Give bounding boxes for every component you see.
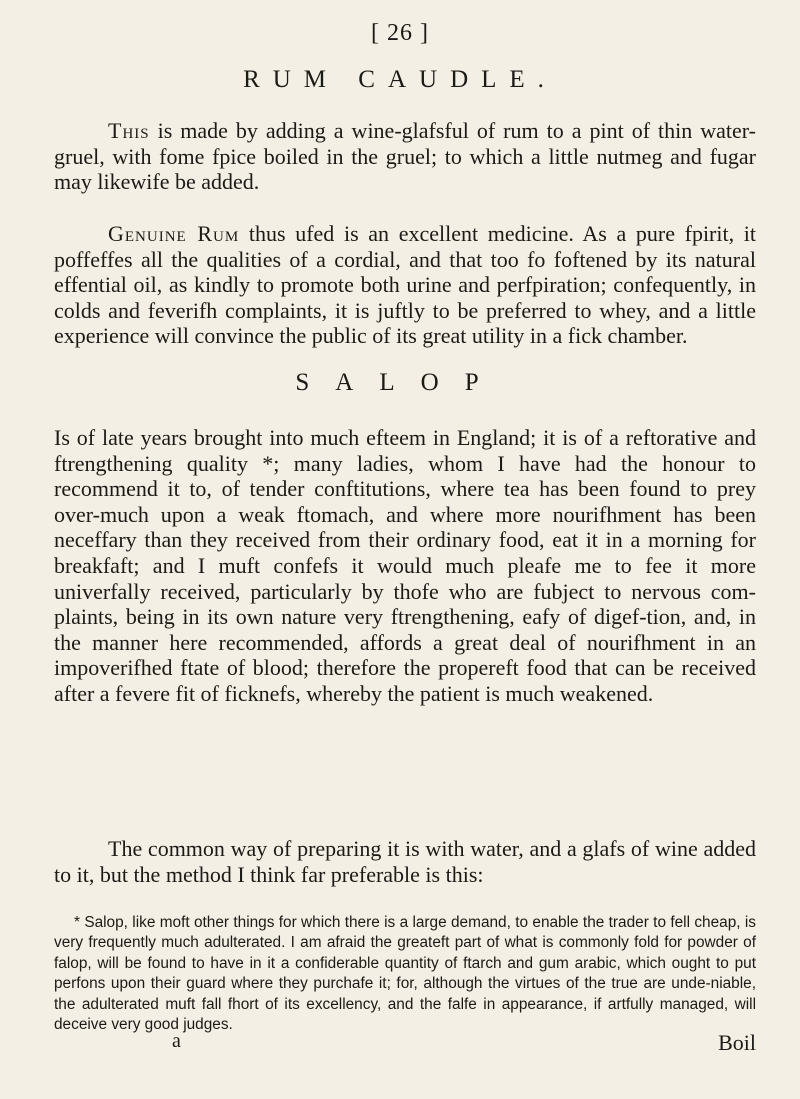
rum-paragraph-2-lead: Genuine Rum: [108, 221, 240, 246]
signature-mark: a: [172, 1030, 181, 1052]
rum-caudle-title: RUM CAUDLE.: [243, 66, 557, 93]
rum-caudle-paragraph-2: [54, 221, 756, 349]
catchword: Boil: [718, 1030, 756, 1055]
footnote: * Salop, like moft other things for which there is a large demand, to enable the trader to fell cheap, is very frequently much adulterated. I am afraid the greateft part of what is commonly fold for powder of falop, will be found to have in it a confiderable quantity of ftarch and gum arabic, which ought to put perfons upon their guard where they purchafe it; for, although the virtues of the true are unde-niable, the adulterated muft fall fhort of its excellency, and the falfe in appearance, if artfully managed, will deceive very good judges.: [54, 914, 756, 1034]
salop-paragraph-1: Is of late years brought into much efteem in England; it is of a reftorative and ftrengthening quality *; many ladies, whom I have had the honour to recommend it to, of tender conftitutions, where tea has been found to prey over-much upon a weak ftomach, and where more nourifhment has been neceffary than they received from their ordinary food, eat it in a morning for breakfaft; and I muft confefs it would much pleafe me to fee it more univerfally received, particularly by thofe who are fubject to nervous com-plaints, being in its own nature very ftrengthening, eafy of digef-tion, and, in the manner here recommended, affords a great deal of nourifhment in an impoverifhed ftate of blood; therefore the propereft food that can be received after a fevere fit of ficknefs, whereby the patient is much weakened.: [54, 425, 756, 706]
rum-caudle-paragraph-1: [54, 118, 756, 195]
salop-title: SALOP: [295, 369, 505, 396]
rum-paragraph-1-lead: This: [108, 118, 150, 143]
salop-paragraph-2: The common way of preparing it is with water, and a glafs of wine added to it, but the method I think far preferable is this:: [54, 836, 756, 887]
page-number: [ 26 ]: [371, 20, 429, 46]
rum-paragraph-1-body: is made by adding a wine-glafsful of rum to a pint of thin water-gruel, with fome fpice boiled in the gruel; to which a little nutmeg and fugar may likewife be added.: [54, 118, 756, 195]
rum-paragraph-2-body: thus ufed is an excellent medicine. As a pure fpirit, it poffeffes all the qualities of a cordial, and that too fo foftened by its natural effential oil, as kindly to promote both urine and perfpiration; confequently, in colds and feverifh complaints, it is juftly to be preferred to whey, and a little experience will convince the public of its great utility in a fick chamber.: [54, 221, 756, 349]
